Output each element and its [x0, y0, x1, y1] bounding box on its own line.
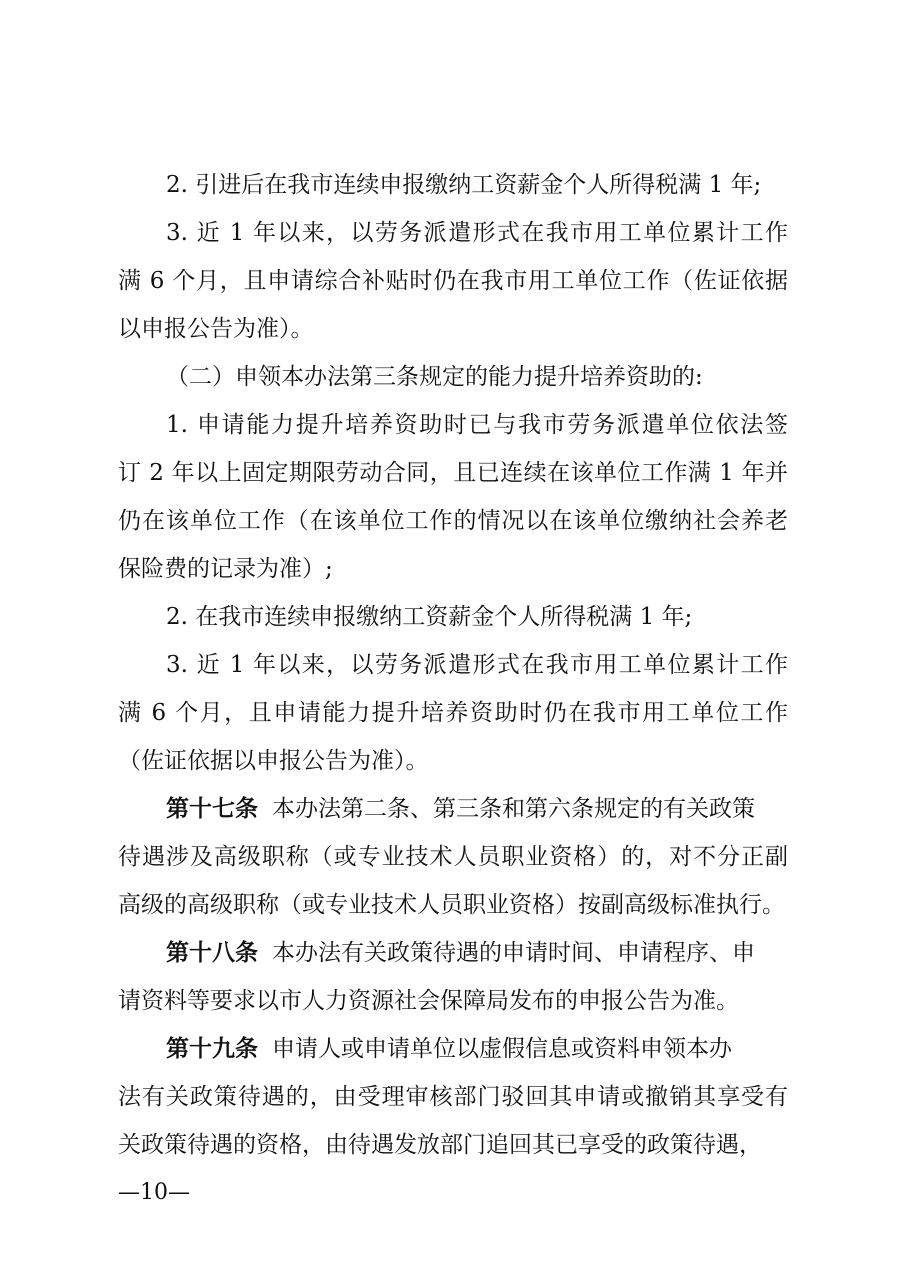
text-line: 满 6 个月，且申请能力提升培养资助时仍在我市用工单位工作 — [118, 700, 788, 726]
article-17-text: 本办法第二条、第三条和第六条规定的有关政策 — [272, 796, 755, 822]
text-line: 订 2 年以上固定期限劳动合同，且已连续在该单位工作满 1 年并 — [118, 460, 788, 486]
article-18-heading: 第十八条 — [166, 940, 258, 966]
text-line: 关政策待遇的资格，由待遇发放部门追回其已享受的政策待遇， — [118, 1132, 762, 1158]
article-18-text: 本办法有关政策待遇的申请时间、申请程序、申 — [272, 940, 755, 966]
page-number: —10— — [118, 1180, 190, 1205]
article-17-heading: 第十七条 — [166, 796, 258, 822]
text-line: 以申报公告为准）。 — [118, 316, 314, 342]
text-line: 法有关政策待遇的，由受理审核部门驳回其申请或撤销其享受有 — [118, 1084, 788, 1110]
text-line: 2. 引进后在我市连续申报缴纳工资薪金个人所得税满 1 年; — [166, 172, 762, 198]
article-19-text: 申请人或申请单位以虚假信息或资料申领本办 — [272, 1036, 732, 1062]
section-heading: （二）申领本办法第三条规定的能力提升培养资助的: — [166, 364, 703, 390]
text-line: （佐证依据以申报公告为准）。 — [118, 748, 429, 774]
text-line: 3. 近 1 年以来，以劳务派遣形式在我市用工单位累计工作 — [166, 652, 788, 678]
text-line: 1. 申请能力提升培养资助时已与我市劳务派遣单位依法签 — [166, 412, 788, 438]
text-line: 满 6 个月，且申请综合补贴时仍在我市用工单位工作（佐证依据 — [118, 268, 788, 294]
text-line: 2. 在我市连续申报缴纳工资薪金个人所得税满 1 年; — [166, 604, 693, 630]
text-line: 高级的高级职称（或专业技术人员职业资格）按副高级标准执行。 — [118, 892, 785, 918]
text-line: 仍在该单位工作（在该单位工作的情况以在该单位缴纳社会养老 — [118, 508, 788, 534]
text-line: 保险费的记录为准）; — [118, 556, 333, 582]
article-19-heading: 第十九条 — [166, 1036, 258, 1062]
text-line: 待遇涉及高级职称（或专业技术人员职业资格）的，对不分正副 — [118, 844, 788, 870]
text-line: 3. 近 1 年以来，以劳务派遣形式在我市用工单位累计工作 — [166, 220, 788, 246]
article-19-line-1 — [166, 1033, 788, 1065]
text-line: 请资料等要求以市人力资源社会保障局发布的申报公告为准。 — [118, 988, 739, 1014]
article-17-line-1 — [166, 793, 788, 825]
article-18-line-1 — [166, 937, 788, 969]
